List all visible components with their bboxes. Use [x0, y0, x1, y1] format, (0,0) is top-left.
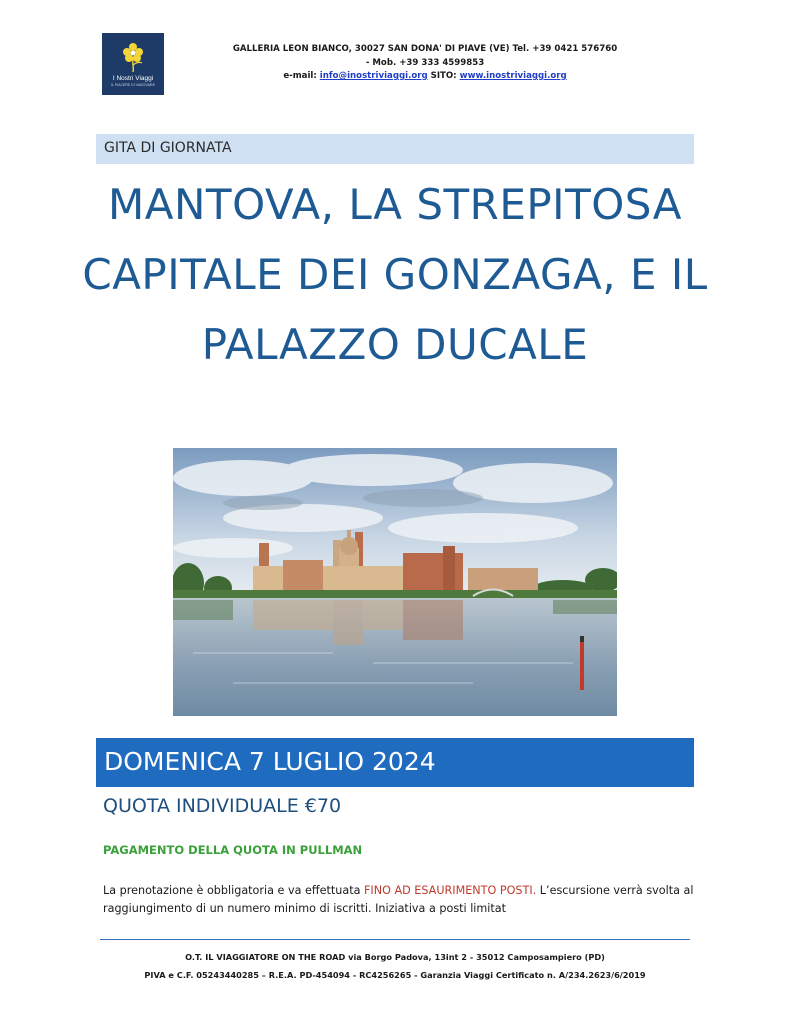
contact-web	[180, 70, 670, 84]
logo-name: I Nostri Viaggi	[112, 75, 154, 82]
notice-part-1: La prenotazione è obbligatoria e va effettuata	[103, 884, 364, 897]
footer-divider	[100, 939, 690, 940]
website-link[interactable]: www.inostriviaggi.org	[459, 71, 567, 81]
contact-header	[180, 43, 670, 84]
mantova-photo	[173, 448, 617, 716]
category-label: GITA DI GIORNATA	[104, 140, 232, 156]
site-label: SITO:	[427, 71, 460, 81]
category-bar	[96, 134, 694, 164]
trip-date: DOMENICA 7 LUGLIO 2024	[104, 747, 436, 776]
date-bar	[96, 738, 694, 787]
logo-subtitle: IL PIACERE DI VIAGGIARE	[111, 83, 155, 87]
company-logo	[102, 33, 164, 95]
price-label: QUOTA INDIVIDUALE €70	[103, 795, 342, 817]
notice-part-2: L’escursione verrà svolta al raggiungimento di un numero minimo di iscritti. Iniziativa a posti limitat	[103, 884, 694, 915]
contact-mobile: - Mob. +39 333 4599853	[365, 57, 485, 68]
contact-address: GALLERIA LEON BIANCO, 30027 SAN DONA' DI PIAVE (VE) Tel. +39 0421 576760	[232, 44, 618, 54]
email-label: e-mail:	[283, 71, 320, 81]
footer	[100, 948, 690, 984]
notice-highlight: FINO AD ESAURIMENTO POSTI.	[364, 884, 537, 897]
payment-note: PAGAMENTO DELLA QUOTA IN PULLMAN	[103, 843, 363, 857]
email-link[interactable]: info@inostriviaggi.org	[319, 71, 428, 81]
footer-agency: O.T. IL VIAGGIATORE ON THE ROAD via Borgo Padova, 13int 2 - 35012 Camposampiero (PD)	[185, 952, 605, 962]
footer-legal: PIVA e C.F. 05243440285 – R.E.A. PD-454094 - RC4256265 - Garanzia Viaggi Certificato n. A/234.2623/6/2019	[144, 970, 646, 980]
page-title: MANTOVA, LA STREPITOSA CAPITALE DEI GONZAGA, E IL PALAZZO DUCALE	[82, 180, 708, 369]
booking-notice	[103, 882, 703, 918]
flower-icon	[118, 41, 148, 73]
